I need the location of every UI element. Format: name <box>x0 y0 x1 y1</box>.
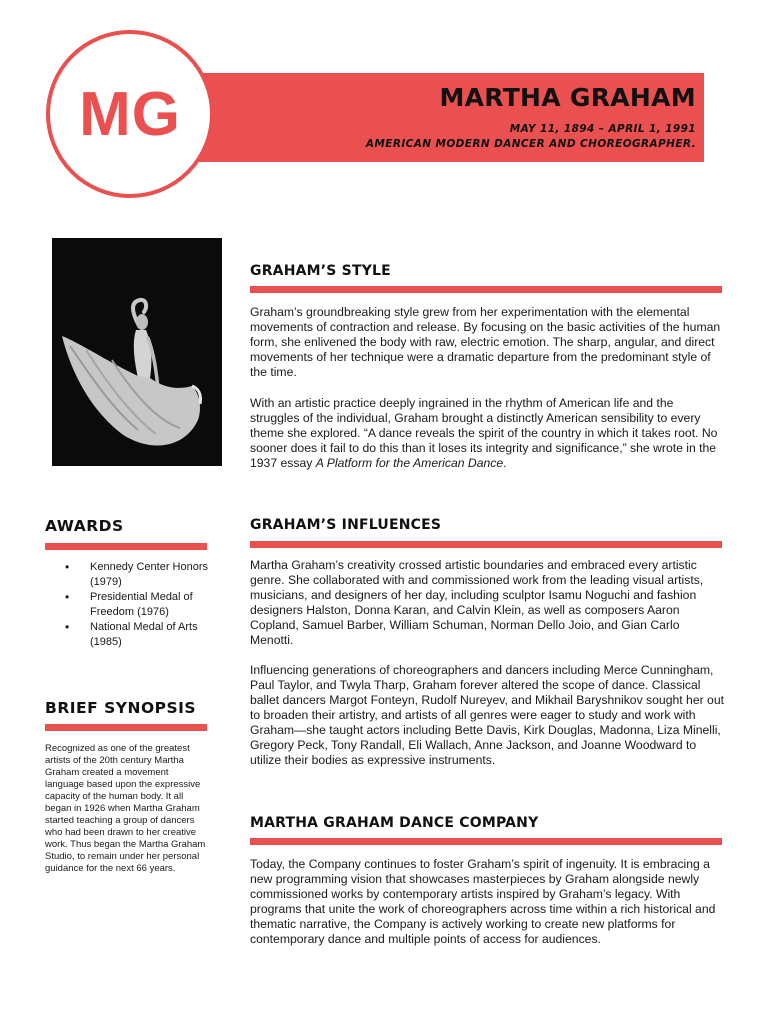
monogram-logo <box>46 30 214 198</box>
essay-title: A Platform for the American Dance <box>315 456 504 470</box>
awards-divider <box>45 543 207 550</box>
influences-divider <box>250 541 722 548</box>
dancer-photo-image <box>52 238 222 466</box>
style-paragraph-1: Graham’s groundbreaking style grew from her experimentation with the elemental movements of contraction and release. By focusing on the basic activities of the human form, she enlivened the body with raw, electric emotion. The sharp, angular, and direct movements of her technique were a dramatic departure from the predominant style of the time. <box>250 305 721 379</box>
award-item: • Kennedy Center Honors (1979) <box>45 560 210 590</box>
company-heading: MARTHA GRAHAM DANCE COMPANY <box>250 815 539 831</box>
style-paragraph-2-text: With an artistic practice deeply ingrained in the rhythm of American life and the struggles of the individual, Graham brought a distinctly American sensibility to every theme she explored. “A dance reveals the spirit of the country in which it takes root. No sooner does it fail to do this than it loses its integrity and significance,” she wrote in the 1937 essay <box>250 396 718 470</box>
awards-list <box>45 560 210 650</box>
style-heading: GRAHAM’S STYLE <box>250 263 391 279</box>
life-dates: MAY 11, 1894 – APRIL 1, 1991 <box>509 123 696 135</box>
award-item: • National Medal of Arts (1985) <box>45 620 210 650</box>
influences-paragraph-1: Martha Graham’s creativity crossed artistic boundaries and embraced every artistic genre. She collaborated with and commissioned work from the leading visual artists, musicians, and designers of her day, including sculptor Isamu Noguchi and fashion designers Halston, Donna Karan, and Calvin Klein, as well as composers Aaron Copland, Samuel Barber, William Schuman, Norman Dello Joio, and Gian Carlo Menotti. <box>250 558 704 647</box>
awards-heading: AWARDS <box>45 517 124 535</box>
dancer-photo <box>52 238 222 466</box>
style-divider <box>250 286 722 293</box>
subtitle-role: AMERICAN MODERN DANCER AND CHOREOGRAPHER. <box>365 138 696 150</box>
synopsis-heading: BRIEF SYNOPSIS <box>45 699 197 717</box>
influences-paragraph-2: Influencing generations of choreographers and dancers including Merce Cunningham, Paul Taylor, and Twyla Tharp, Graham forever altered the scope of dance. Classical ballet dancers Margot Fonteyn, Rudolf Nureyev, and Mikhail Baryshnikov sought her out to broaden their artistry, and artists of all genres were eager to study and work with Graham—she taught actors including Bette Davis, Kirk Douglas, Madonna, Liza Minelli, Gregory Peck, Tony Randall, Eli Wallach, Anne Jackson, and Joanne Woodward to utilize their bodies as expressive instruments. <box>250 663 724 767</box>
style-paragraph-2-end: . <box>503 456 507 470</box>
synopsis-divider <box>45 724 207 731</box>
company-divider <box>250 838 722 845</box>
page-title: MARTHA GRAHAM <box>439 83 696 112</box>
style-paragraph-2 <box>250 396 726 471</box>
influences-heading: GRAHAM’S INFLUENCES <box>250 517 442 533</box>
award-item: • Presidential Medal of Freedom (1976) <box>45 590 210 620</box>
company-paragraph: Today, the Company continues to foster Graham’s spirit of ingenuity. It is embracing a new programming vision that showcases masterpieces by Graham alongside newly commissioned works by contemporary artists inspired by Graham’s legacy. With programs that unite the work of choreographers across time within a rich historical and thematic narrative, the Company is actively working to create new platforms for contemporary dance and multiple points of access for audiences. <box>250 857 716 946</box>
synopsis-text: Recognized as one of the greatest artists of the 20th century Martha Graham created a movement language based upon the expressive capacity of the human body. It all began in 1926 when Martha Graham started teaching a group of dancers who had been drawn to her creative work. Thus began the Martha Graham Studio, to remain under her personal guidance for the next 66 years. <box>45 743 206 874</box>
monogram-text: MG <box>79 79 181 149</box>
